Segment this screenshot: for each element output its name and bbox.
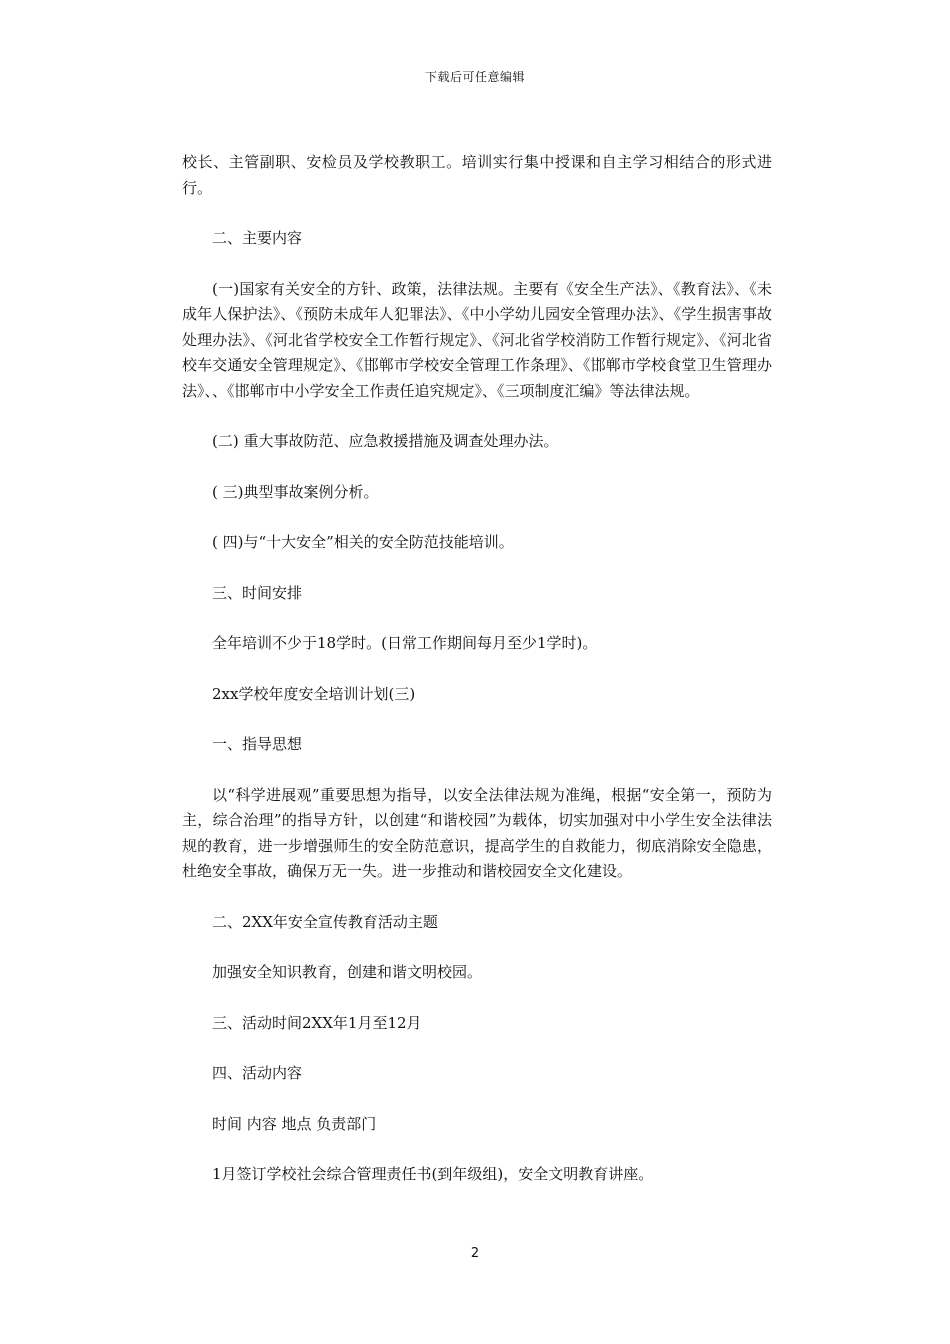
- document-body: [182, 150, 772, 1213]
- section-heading: 二、2XX年安全宣传教育活动主题: [212, 912, 438, 931]
- paragraph: 校长、主管副职、安检员及学校教职工。培训实行集中授课和自主学习相结合的形式进行。: [182, 153, 772, 197]
- paragraph: 1月签订学校社会综合管理责任书(到年级组)，安全文明教育讲座。: [212, 1165, 654, 1183]
- table-header-line: 时间 内容 地点 负责部门: [212, 1114, 377, 1133]
- paragraph: ( 三)典型事故案例分析。: [212, 482, 379, 501]
- section-heading: 二、主要内容: [212, 229, 303, 247]
- paragraph: 全年培训不少于18学时。(日常工作期间每月至少1学时)。: [212, 634, 598, 652]
- paragraph: (二) 重大事故防范、应急救援措施及调查处理办法。: [212, 432, 559, 450]
- section-heading: 四、活动内容: [212, 1064, 303, 1082]
- page-number: 2: [470, 1246, 480, 1261]
- paragraph: 加强安全知识教育，创建和谐文明校园。: [212, 963, 483, 981]
- section-heading: 三、活动时间2XX年1月至12月: [212, 1013, 422, 1032]
- paragraph: 以“科学进展观”重要思想为指导，以安全法律法规为准绳，根据“安全第一，预防为主，综合治理”的指导方针，以创建“和谐校园”为载体，切实加强对中小学生安全法律法规的教育，进一步增强师生的安全防范意识，提高学生的自救能力，彻底消除安全隐患，杜绝安全事故，确保万无一失。进一步推动和谐校园安全文化建设。: [182, 785, 772, 880]
- section-heading: 一、指导思想: [212, 735, 303, 753]
- paragraph: (一)国家有关安全的方针、政策，法律法规。主要有《安全生产法》、《教育法》、《未成年人保护法》、《预防未成年人犯罪法》、《中小学幼儿园安全管理办法》、《学生损害事故处理办法》、《河北省学校安全工作暂行规定》、《河北省学校消防工作暂行规定》、《河北省校车交通安全管理规定》、《邯郸市学校安全管理工作条理》、《邯郸市学校食堂卫生管理办法》、、《邯郸市中小学安全工作责任追究规定》、《三项制度汇编》等法律法规。: [182, 279, 772, 400]
- paragraph: ( 四)与“十大安全”相关的安全防范技能培训。: [212, 533, 514, 551]
- document-title: 2xx学校年度安全培训计划(三): [212, 684, 416, 703]
- page-header: 下载后可任意编辑: [424, 70, 525, 84]
- section-heading: 三、时间安排: [212, 583, 303, 602]
